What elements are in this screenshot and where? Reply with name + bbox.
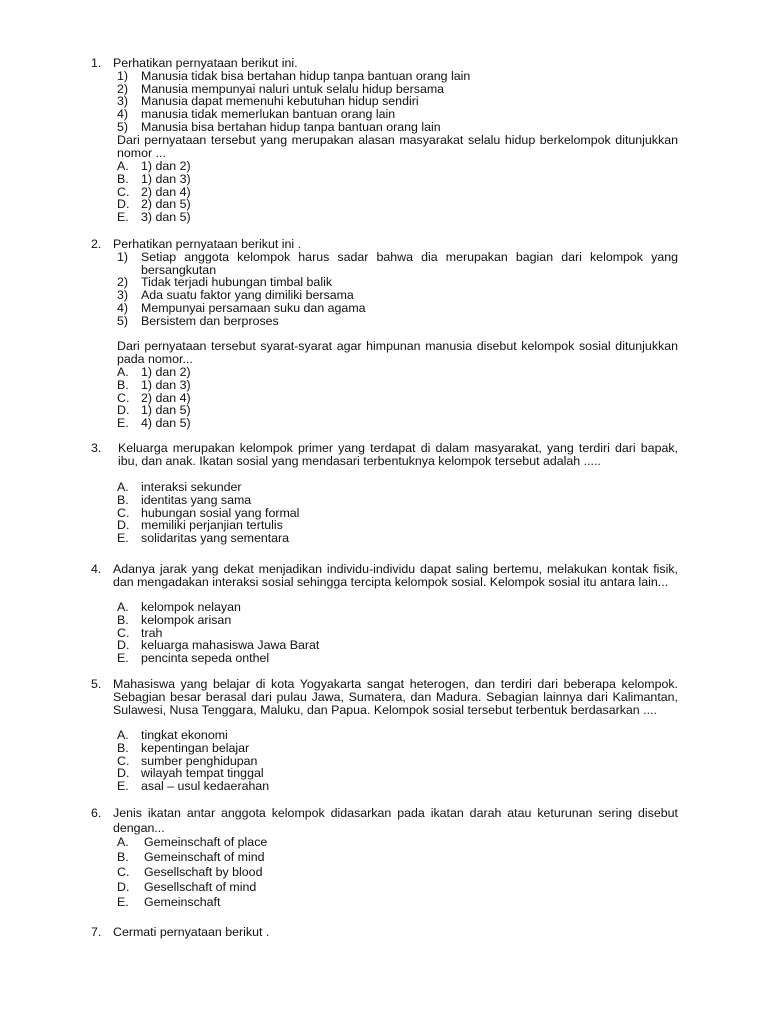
answer-option-d[interactable]: D. 2) dan 5) xyxy=(117,197,191,212)
answer-option-c[interactable]: C. 2) dan 4) xyxy=(117,184,191,199)
question-text: Mahasiswa yang belajar di kota Yogyakarta sangat heterogen, dan terdiri dari beberapa kelompok. Sebagian besar berasal dari pulau Jawa, Sumatera, dan Madura. Sebagian lainnya dari Kalimantan, Sulawesi, Nusa Tenggara, Maluku, dan Papua. Kelompok sosial tersebut terbentuk berdasarkan .... xyxy=(113,677,678,717)
answer-options xyxy=(117,835,678,910)
statement-item: 1) Setiap anggota kelompok harus sadar bahwa dia merupakan bagian dari kelompok yang bersangkutan xyxy=(117,249,678,277)
question-prompt: Dari pernyataan tersebut syarat-syarat agar himpunan manusia disebut kelompok sosial ditunjukkan pada nomor... xyxy=(117,339,678,366)
statement-item: 5) Bersistem dan berproses xyxy=(117,313,279,328)
answer-option-c[interactable]: C. Gesellschaft by blood xyxy=(117,865,263,879)
answer-option-d[interactable]: D. memiliki perjanjian tertulis xyxy=(117,518,283,533)
answer-option-a[interactable]: A. 1) dan 2) xyxy=(117,365,191,379)
answer-option-b[interactable]: B. 1) dan 3) xyxy=(117,377,191,392)
answer-option-b[interactable]: B. kelompok arisan xyxy=(117,612,232,627)
answer-options xyxy=(117,481,678,545)
answer-option-e[interactable]: E. 4) dan 5) xyxy=(117,416,191,431)
answer-option-a[interactable]: A. Gemeinschaft of place xyxy=(117,835,268,849)
answer-options xyxy=(117,601,678,665)
statement-item: 2) Manusia mempunyai naluri untuk selalu hidup bersama xyxy=(117,81,445,96)
question-text: Jenis ikatan antar anggota kelompok didasarkan pada ikatan darah atau keturunan sering disebut dengan... xyxy=(113,806,678,835)
question-text: Cermati pernyataan berikut . xyxy=(113,925,270,939)
statement-item: 1) Manusia tidak bisa bertahan hidup tanpa bantuan orang lain xyxy=(117,68,471,83)
answer-option-c[interactable]: C. hubungan sosial yang formal xyxy=(117,505,300,520)
answer-options xyxy=(117,160,678,224)
statement-item: 5) Manusia bisa bertahan hidup tanpa bantuan orang lain xyxy=(117,119,441,134)
question-number: 4. xyxy=(91,562,102,576)
answer-option-e[interactable]: E. Gemeinschaft xyxy=(117,895,221,909)
answer-option-a[interactable]: A. 1) dan 2) xyxy=(117,159,191,173)
answer-option-e[interactable]: E. pencinta sepeda onthel xyxy=(117,651,270,666)
answer-option-a[interactable]: A. interaksi sekunder xyxy=(117,480,242,494)
answer-options xyxy=(117,729,678,793)
answer-option-d[interactable]: D. wilayah tempat tinggal xyxy=(117,766,264,781)
answer-option-a[interactable]: A. tingkat ekonomi xyxy=(117,728,228,742)
question-number: 2. xyxy=(91,237,102,251)
statement-item: 3) Ada suatu faktor yang dimiliki bersama xyxy=(117,288,354,303)
answer-options xyxy=(117,366,678,430)
question-number: 1. xyxy=(91,56,102,70)
question-number: 3. xyxy=(91,441,102,455)
answer-option-c[interactable]: C. 2) dan 4) xyxy=(117,390,191,405)
question-text: Perhatikan pernyataan berikut ini . xyxy=(113,237,302,251)
answer-option-b[interactable]: B. Gemeinschaft of mind xyxy=(117,850,265,864)
answer-option-b[interactable]: B. identitas yang sama xyxy=(117,492,252,507)
answer-option-b[interactable]: B. kepentingan belajar xyxy=(117,740,250,755)
question-text: Keluarga merupakan kelompok primer yang terdapat di dalam masyarakat, yang terdiri dari bapak, ibu, dan anak. Ikatan sosial yang mendasari terbentuknya kelompok tersebut adalah ..... xyxy=(118,441,678,468)
answer-option-c[interactable]: C. sumber penghidupan xyxy=(117,753,258,768)
answer-option-a[interactable]: A. kelompok nelayan xyxy=(117,600,241,614)
answer-option-b[interactable]: B. 1) dan 3) xyxy=(117,171,191,186)
answer-option-d[interactable]: D. keluarga mahasiswa Jawa Barat xyxy=(117,638,320,653)
statement-item: 4) Mempunyai persamaan suku dan agama xyxy=(117,300,366,315)
answer-option-e[interactable]: E. 3) dan 5) xyxy=(117,210,191,225)
question-number: 7. xyxy=(91,925,102,939)
statement-list xyxy=(117,70,678,134)
statement-item: 4) manusia tidak memerlukan bantuan orang lain xyxy=(117,107,396,122)
answer-option-e[interactable]: E. solidaritas yang sementara xyxy=(117,531,290,546)
question-number: 5. xyxy=(91,677,102,691)
answer-option-c[interactable]: C. trah xyxy=(117,625,163,640)
statement-item: 3) Manusia dapat memenuhi kebutuhan hidup sendiri xyxy=(117,94,419,109)
statement-list xyxy=(117,251,678,328)
question-number: 6. xyxy=(91,806,102,820)
answer-option-d[interactable]: D. Gesellschaft of mind xyxy=(117,880,257,894)
question-prompt: Dari pernyataan tersebut yang merupakan alasan masyarakat selalu hidup berkelompok ditunjukkan nomor ... xyxy=(117,133,678,160)
statement-item: 2) Tidak terjadi hubungan timbal balik xyxy=(117,275,333,290)
answer-option-d[interactable]: D. 1) dan 5) xyxy=(117,403,191,418)
question-text: Adanya jarak yang dekat menjadikan individu-individu dapat saling bertemu, melakukan kontak fisik, dan mengadakan interaksi sosial sehingga tercipta kelompok sosial. Kelompok sosial itu antara lain... xyxy=(113,562,678,589)
question-text: Perhatikan pernyataan berikut ini. xyxy=(113,56,298,70)
answer-option-e[interactable]: E. asal – usul kedaerahan xyxy=(117,779,270,794)
